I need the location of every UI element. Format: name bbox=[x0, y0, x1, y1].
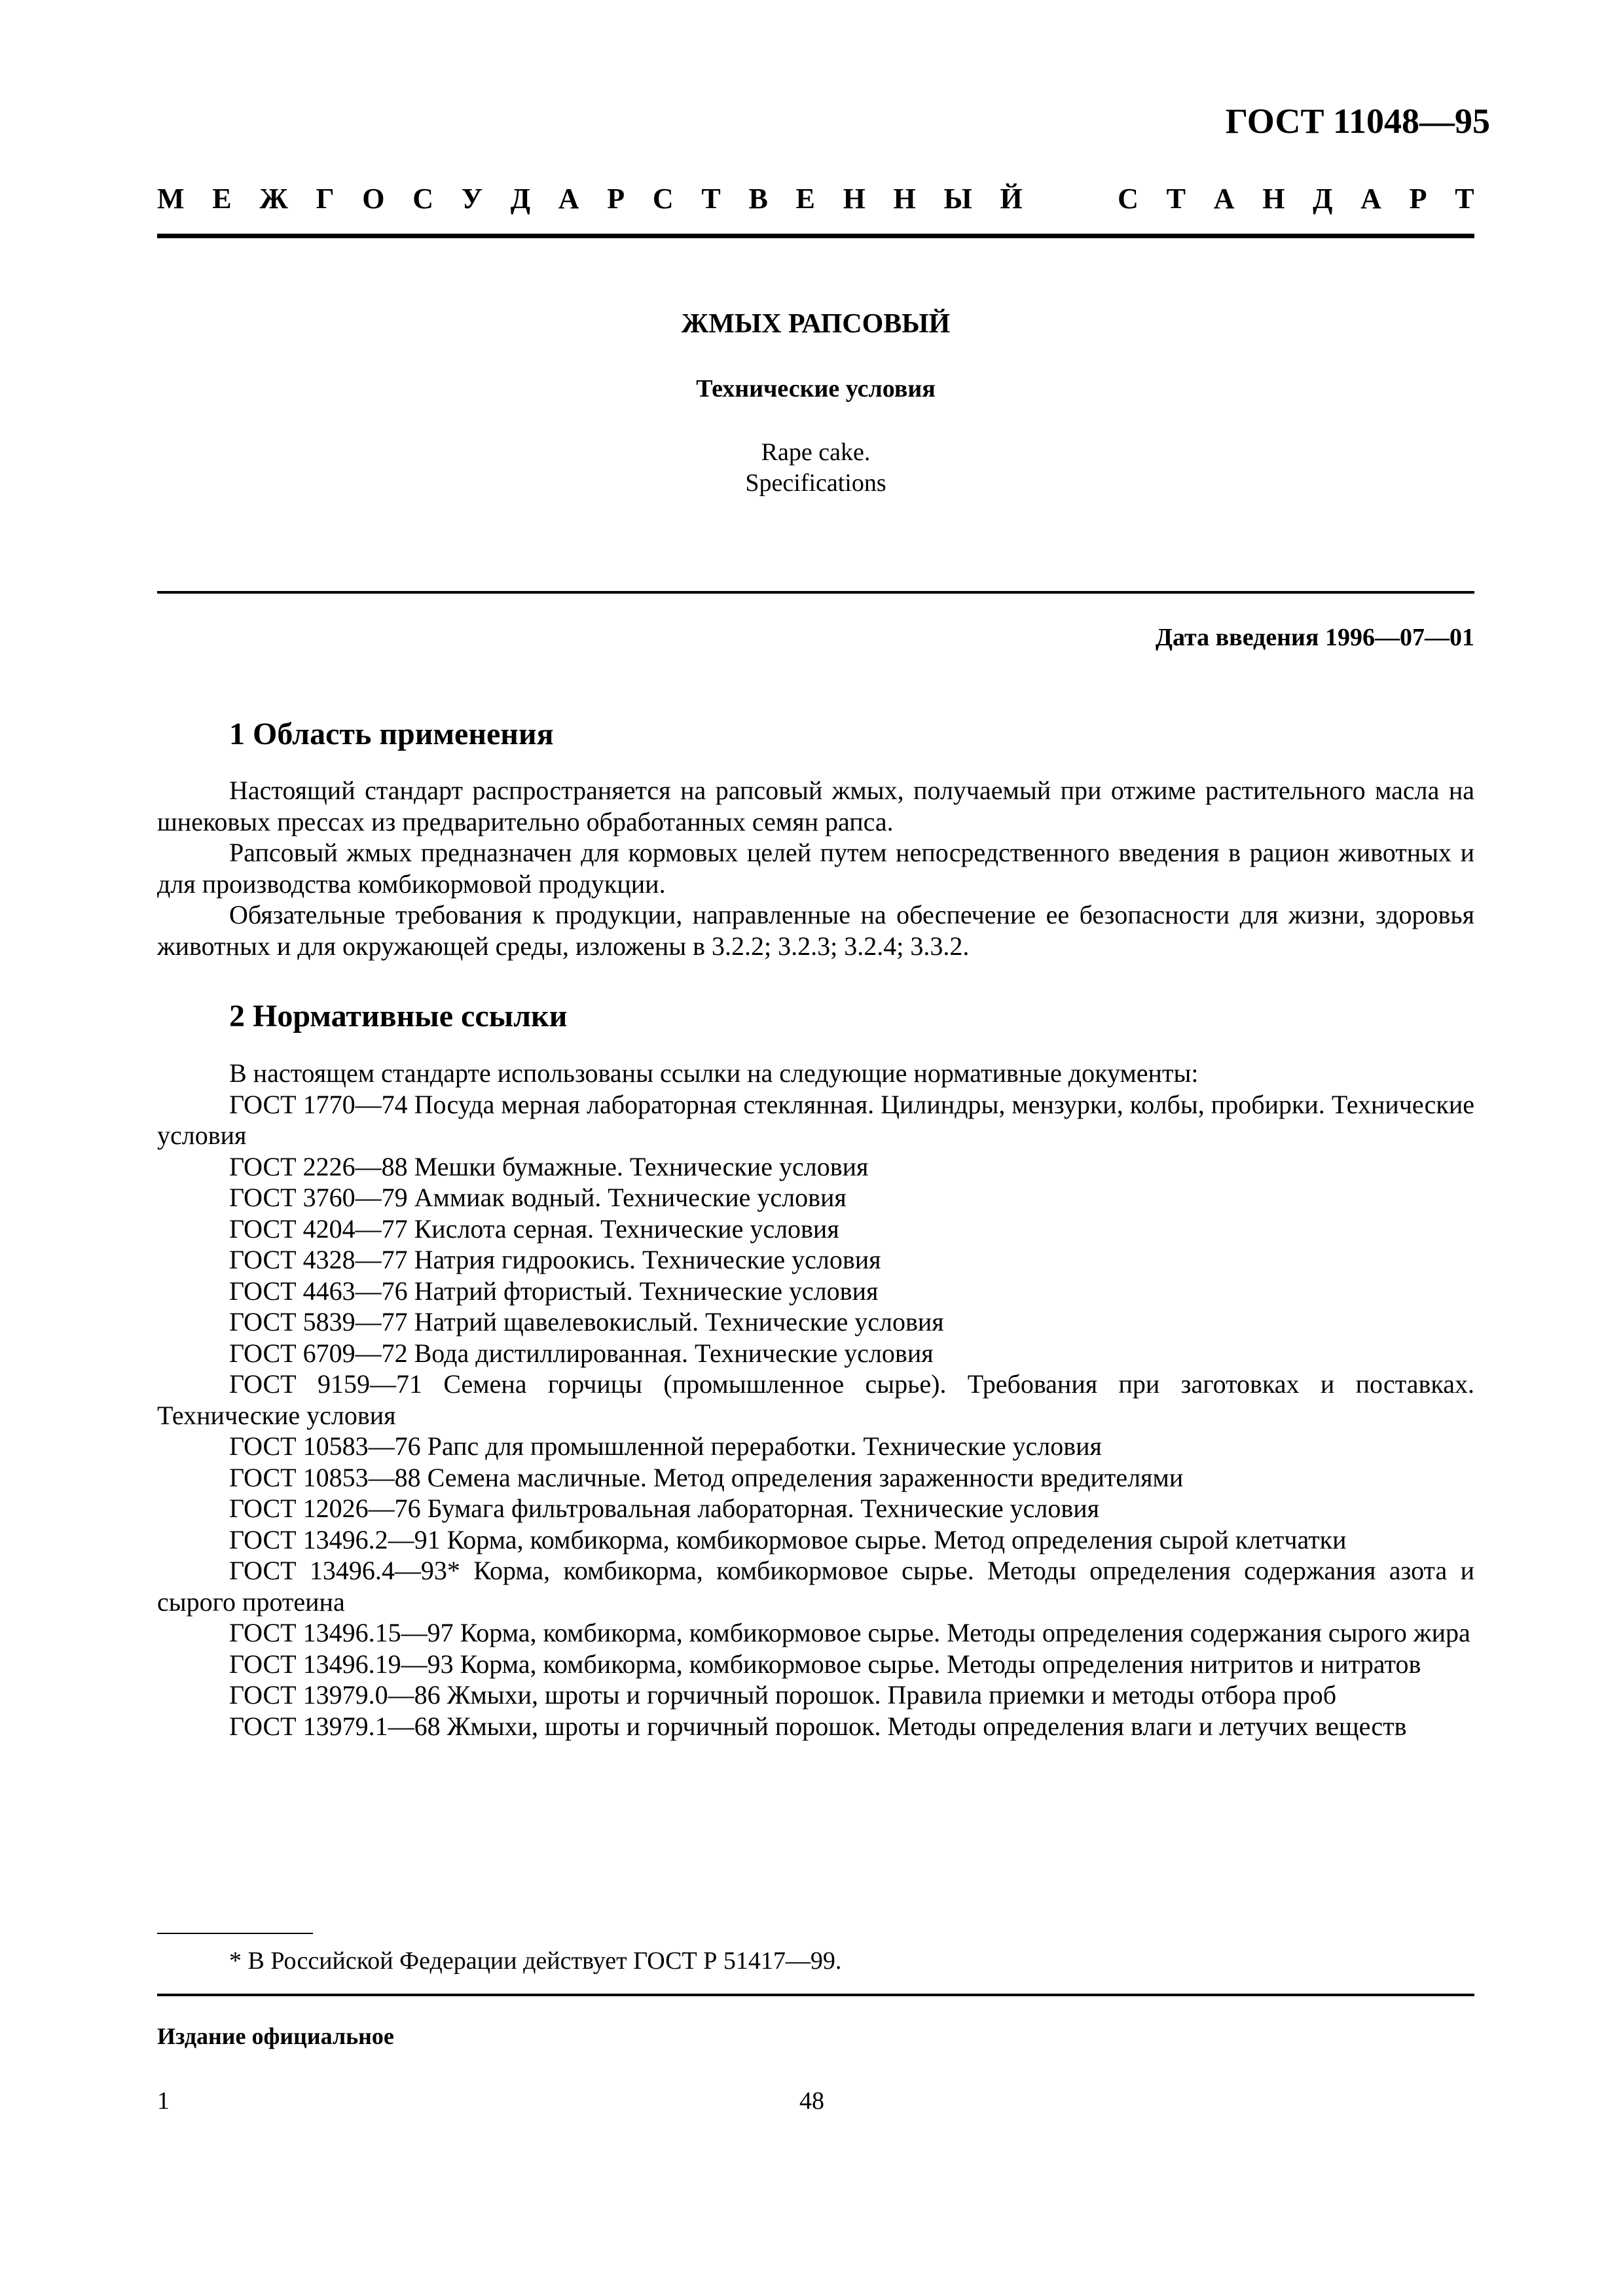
reference-paragraph: ГОСТ 13496.19—93 Корма, комбикорма, комбикормовое сырье. Методы определения нитритов и нитратов bbox=[229, 1649, 1421, 1679]
banner-letter: О bbox=[362, 183, 385, 215]
reference-paragraph: ГОСТ 13496.4—93* Корма, комбикорма, комбикормовое сырье. Методы определения содержания азота и сырого протеина bbox=[157, 1556, 1474, 1617]
banner-letter: Е bbox=[795, 183, 815, 215]
banner-letter: М bbox=[157, 183, 185, 215]
banner-letter: Н bbox=[843, 183, 866, 215]
section-1-heading: 1 Область применения bbox=[229, 717, 554, 751]
header-rule bbox=[157, 234, 1474, 238]
reference-paragraph: ГОСТ 1770—74 Посуда мерная лабораторная стеклянная. Цилиндры, мензурки, колбы, пробирки. Технические условия bbox=[157, 1089, 1474, 1150]
banner-word-gap bbox=[1050, 185, 1089, 213]
banner-letter: Т bbox=[701, 183, 721, 215]
banner-letter: Д bbox=[510, 183, 531, 215]
reference-paragraph: ГОСТ 13979.0—86 Жмыхи, шроты и горчичный порошок. Правила приемки и методы отбора проб bbox=[229, 1680, 1337, 1710]
banner-letter: Н bbox=[1262, 183, 1285, 215]
reference-paragraph: ГОСТ 9159—71 Семена горчицы (промышленное сырье). Требования при заготовках и поставках. Технические условия bbox=[157, 1369, 1474, 1430]
reference-paragraph: ГОСТ 13496.2—91 Корма, комбикорма, комбикормовое сырье. Метод определения сырой клетчатки bbox=[229, 1524, 1347, 1554]
banner-letter: Д bbox=[1313, 183, 1333, 215]
body-paragraph: Настоящий стандарт распространяется на рапсовый жмых, получаемый при отжиме растительного масла на шнековых прессах из предварительно обработанных семян рапса. bbox=[157, 776, 1474, 836]
interstate-standard-banner bbox=[157, 185, 1474, 213]
english-title bbox=[157, 437, 1474, 499]
document-subtitle: Технические условия bbox=[696, 375, 936, 403]
reference-paragraph: ГОСТ 13496.15—97 Корма, комбикорма, комбикормовое сырье. Методы определения содержания сырого жира bbox=[229, 1618, 1470, 1647]
section-2-body bbox=[157, 1058, 1474, 1742]
footer-rule bbox=[157, 1994, 1474, 1996]
introduction-date: Дата введения 1996—07—01 bbox=[1155, 624, 1474, 651]
body-paragraph: Обязательные требования к продукции, направленные на обеспечение ее безопасности для жизни, здоровья животных и для окружающей среды, изложены в 3.2.2; 3.2.3; 3.2.4; 3.3.2. bbox=[157, 900, 1474, 961]
official-edition-label: Издание официальное bbox=[157, 2023, 394, 2049]
footnote: * В Российской Федерации действует ГОСТ Р 51417—99. bbox=[229, 1947, 842, 1975]
english-title-line-2: Specifications bbox=[745, 469, 886, 497]
section-2-heading: 2 Нормативные ссылки bbox=[229, 999, 568, 1033]
reference-paragraph: ГОСТ 10853—88 Семена масличные. Метод определения зараженности вредителями bbox=[229, 1462, 1184, 1492]
banner-letter: А bbox=[558, 183, 579, 215]
banner-letter: Ы bbox=[943, 183, 972, 215]
reference-paragraph: ГОСТ 10583—76 Рапс для промышленной переработки. Технические условия bbox=[229, 1431, 1102, 1461]
reference-paragraph: ГОСТ 5839—77 Натрий щавелевокислый. Технические условия bbox=[229, 1307, 944, 1336]
banner-letter: В bbox=[748, 183, 768, 215]
reference-paragraph: ГОСТ 4204—77 Кислота серная. Технические условия bbox=[229, 1213, 839, 1244]
section-1-body bbox=[157, 775, 1474, 961]
gost-number: ГОСТ 11048—95 bbox=[1225, 101, 1490, 141]
reference-paragraph: ГОСТ 2226—88 Мешки бумажные. Технические условия bbox=[229, 1151, 869, 1181]
banner-letter: А bbox=[1213, 183, 1235, 215]
document-title: ЖМЫХ РАПСОВЫЙ bbox=[681, 309, 951, 339]
banner-letter: Р bbox=[607, 183, 625, 215]
banner-letter: Т bbox=[1455, 183, 1474, 215]
reference-paragraph: ГОСТ 12026—76 Бумага фильтровальная лабораторная. Технические условия bbox=[229, 1494, 1100, 1523]
banner-letter: Т bbox=[1166, 183, 1186, 215]
banner-letter: С bbox=[1118, 183, 1139, 215]
reference-paragraph: ГОСТ 6709—72 Вода дистиллированная. Технические условия bbox=[229, 1338, 934, 1368]
footnote-separator bbox=[157, 1933, 313, 1934]
banner-letter: Г bbox=[316, 183, 335, 215]
page-number: 48 bbox=[799, 2087, 824, 2115]
banner-letter: Е bbox=[212, 183, 232, 215]
reference-paragraph: ГОСТ 13979.1—68 Жмыхи, шроты и горчичный порошок. Методы определения влаги и летучих веществ bbox=[229, 1711, 1407, 1741]
reference-paragraph: ГОСТ 4463—76 Натрий фтористый. Технические условия bbox=[229, 1276, 879, 1306]
title-rule bbox=[157, 591, 1474, 594]
banner-letter: А bbox=[1360, 183, 1381, 215]
banner-letter: С bbox=[412, 183, 434, 215]
sheet-number: 1 bbox=[157, 2087, 170, 2115]
banner-letter: У bbox=[461, 183, 483, 215]
reference-paragraph: ГОСТ 4328—77 Натрия гидроокись. Технические условия bbox=[229, 1245, 881, 1274]
banner-letter: Й bbox=[1000, 183, 1023, 215]
body-paragraph: Рапсовый жмых предназначен для кормовых целей путем непосредственного введения в рацион животных и для производства комбикормовой продукции. bbox=[157, 838, 1474, 899]
banner-letter: С bbox=[652, 183, 674, 215]
reference-paragraph: В настоящем стандарте использованы ссылки на следующие нормативные документы: bbox=[229, 1058, 1199, 1088]
banner-letter: Ж bbox=[259, 183, 288, 215]
banner-letter: Н bbox=[893, 183, 916, 215]
banner-letter: Р bbox=[1409, 183, 1427, 215]
reference-paragraph: ГОСТ 3760—79 Аммиак водный. Технические условия bbox=[229, 1183, 847, 1212]
english-title-line-1: Rape cake. bbox=[761, 439, 871, 466]
